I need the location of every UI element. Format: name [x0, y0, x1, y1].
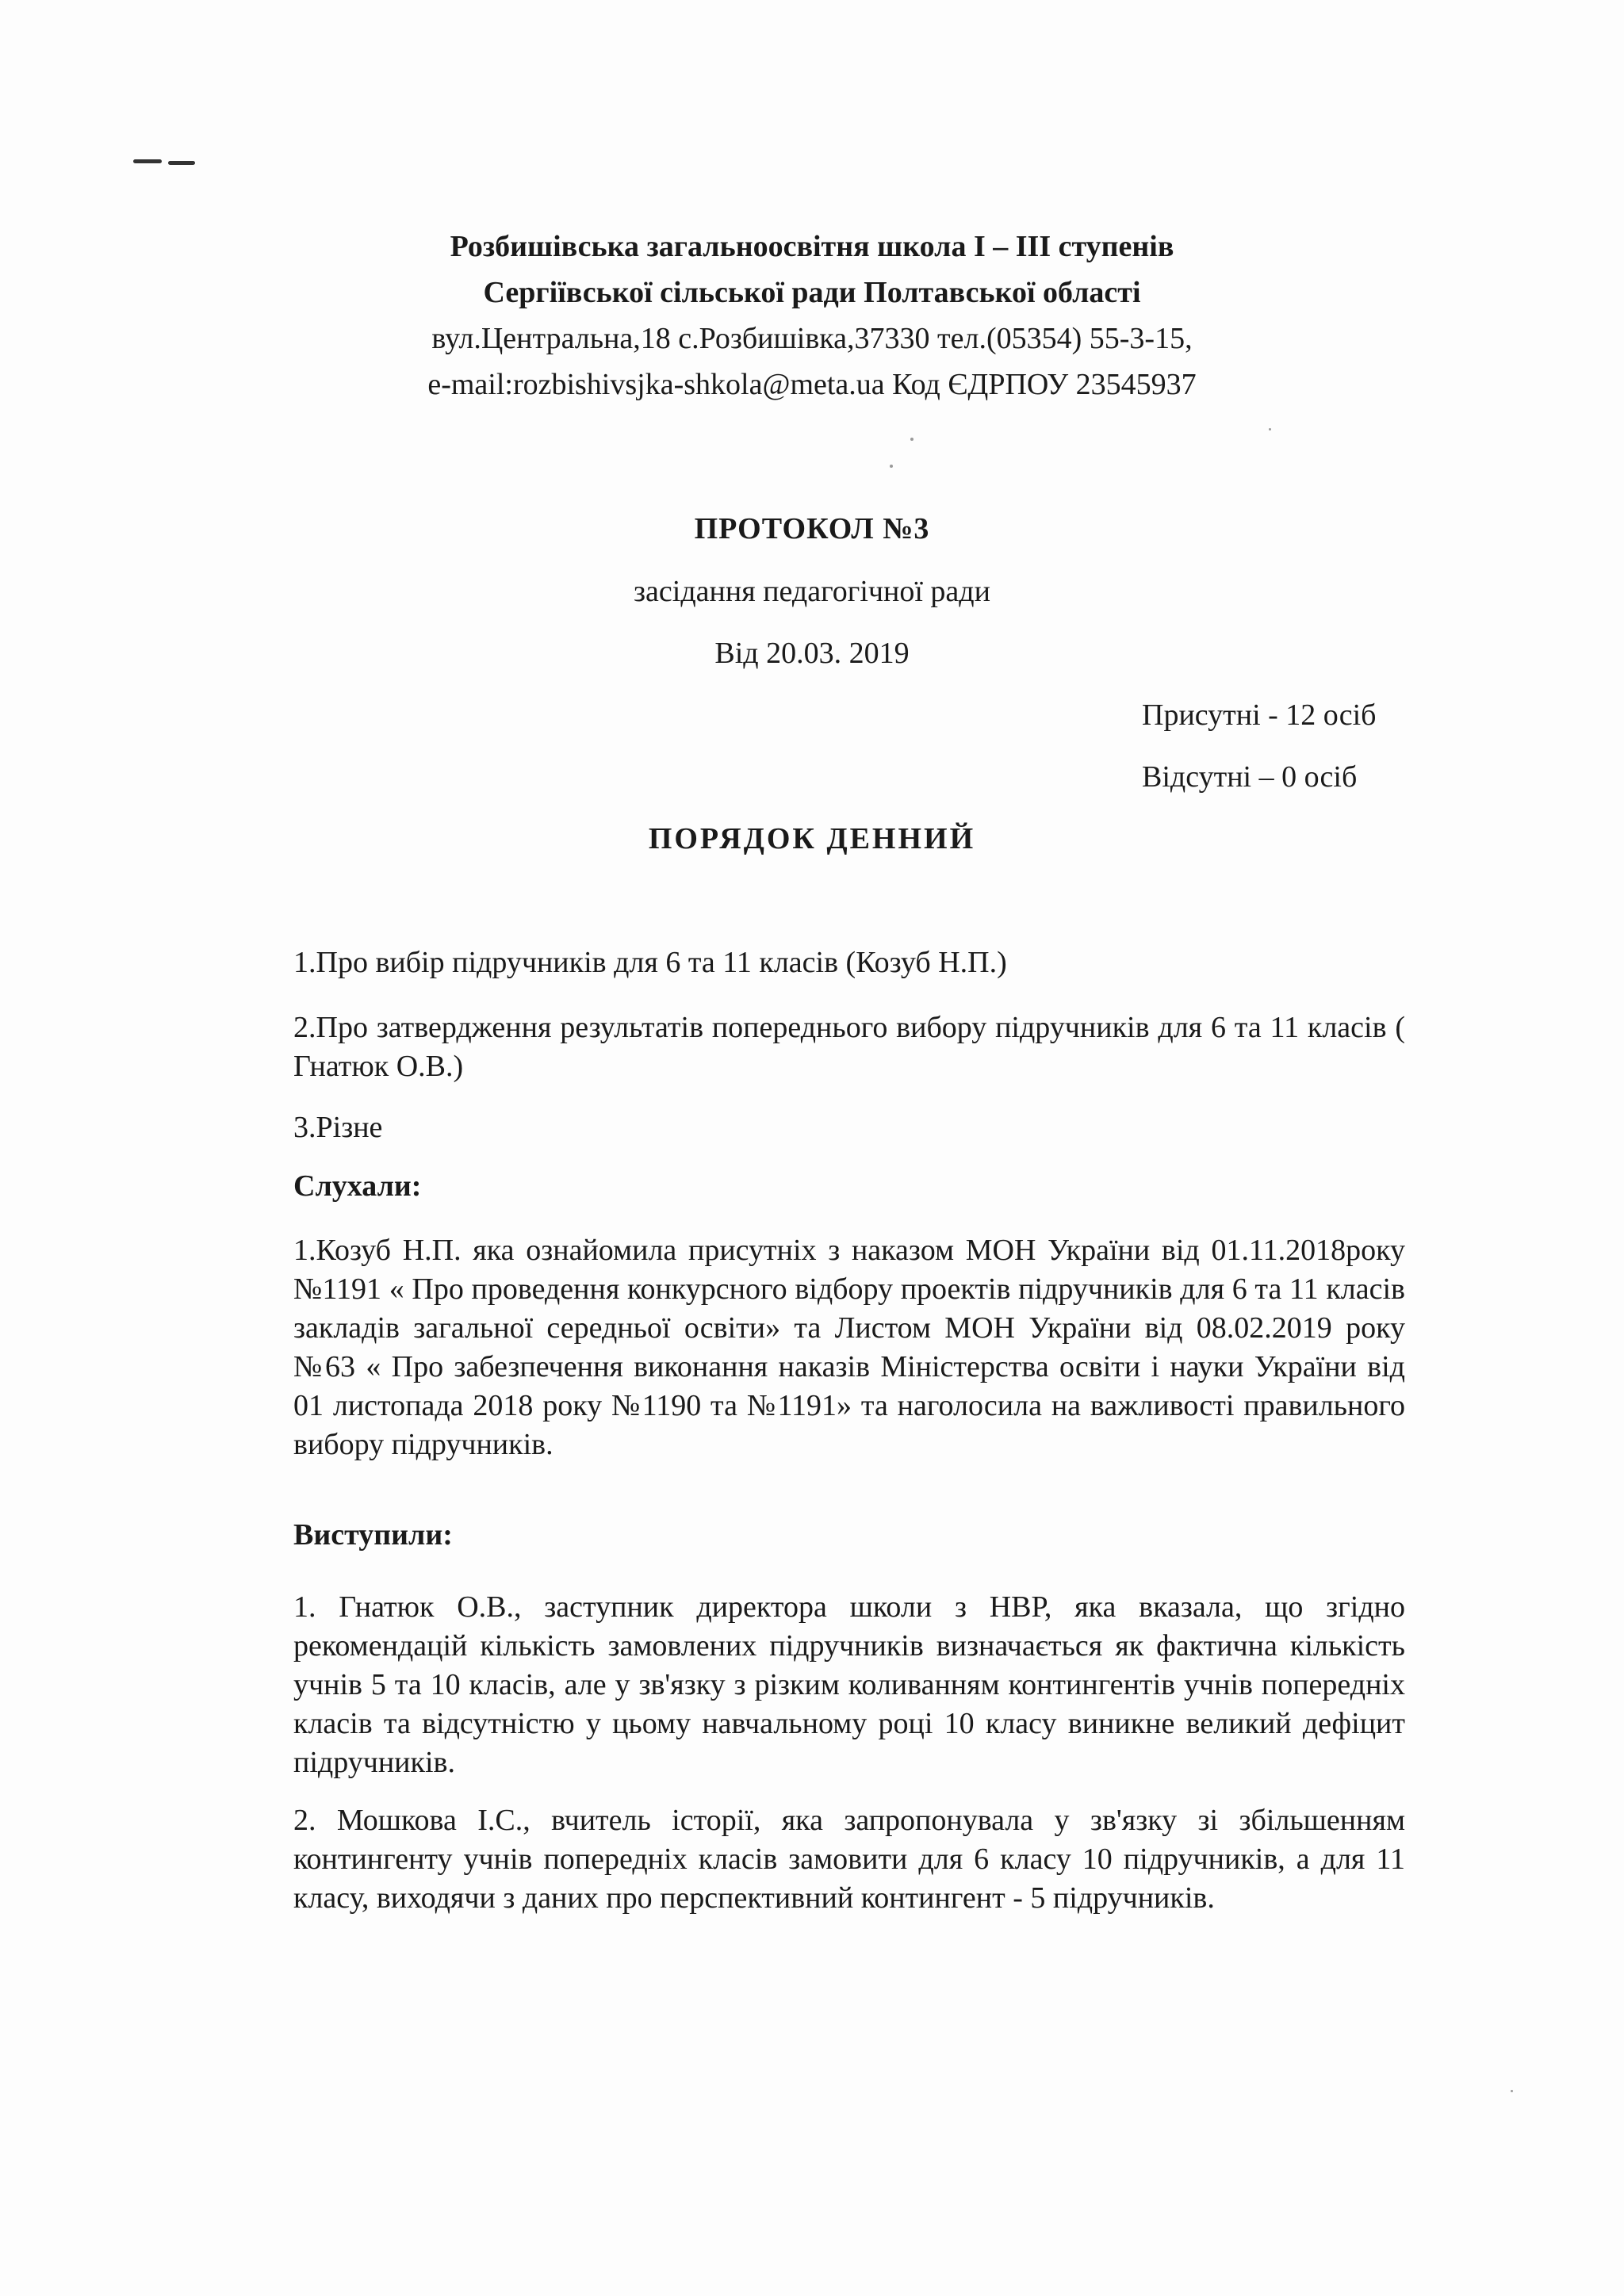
- agenda-item: 2.Про затвердження результатів попереднього вибору підручників для 6 та 11 класів ( Гнатюк О.В.): [293, 1011, 1405, 1083]
- agenda-heading: ПОРЯДОК ДЕННИЙ: [648, 822, 976, 855]
- scan-speck: [1269, 428, 1271, 430]
- school-header: [0, 224, 1624, 408]
- agenda-item: 3.Різне: [293, 1111, 383, 1144]
- attendance-present: Присутні - 12 осіб: [1142, 698, 1377, 732]
- school-name: Розбишівська загальноосвітня школа І – ІІІ ступенів: [450, 230, 1174, 263]
- protocol-subtitle: засідання педагогічної ради: [634, 575, 990, 608]
- council-name: Сергіївської сільської ради Полтавської області: [483, 276, 1141, 309]
- agenda-item: 1.Про вибір підручників для 6 та 11 класів (Козуб Н.П.): [293, 946, 1007, 979]
- protocol-title: ПРОТОКОЛ №3: [694, 512, 930, 545]
- school-contacts: e-mail:rozbishivsjka-shkola@meta.ua Код ЄДРПОУ 23545937: [427, 368, 1197, 401]
- attendance-absent: Відсутні – 0 осіб: [1142, 760, 1358, 794]
- scan-speck: [910, 438, 914, 441]
- school-address: вул.Центральна,18 с.Розбишівка,37330 тел.(05354) 55-3-15,: [431, 322, 1193, 355]
- spoke-heading: Виступили:: [293, 1518, 453, 1552]
- scan-speck: [1511, 2090, 1513, 2092]
- listened-text: 1.Козуб Н.П. яка ознайомила присутніх з наказом МОН України від 01.11.2018року №1191 « Про проведення конкурсного відбору проектів підручників для 6 та 11 класів закладів загальної середньої освіти» та Листом МОН України від 08.02.2019 року №63 « Про забезпечення виконання наказів Міністерства освіти і науки України від 01 листопада 2018 року №1190 та №1191» та наголосила на важливості правильного вибору підручників.: [293, 1234, 1405, 1461]
- listened-heading: Слухали:: [293, 1169, 422, 1203]
- spoke-item: 1. Гнатюк О.В., заступник директора школи з НВР, яка вказала, що згідно рекомендацій кількість замовлених підручників визначається як фактична кількість учнів 5 та 10 класів, але у зв'язку з різким коливанням контингентів учнів попередніх класів та відсутністю у цьому навчальному році 10 класу виникне великий дефіцит підручників.: [293, 1590, 1405, 1779]
- scan-mark: [133, 159, 195, 165]
- scan-speck: [890, 465, 893, 468]
- protocol-date: Від 20.03. 2019: [714, 637, 910, 670]
- spoke-item: 2. Мошкова І.С., вчитель історії, яка запропонувала у зв'язку зі збільшенням контингенту учнів попередніх класів замовити для 6 класу 10 підручників, а для 11 класу, виходячи з даних про перспективний контингент - 5 підручників.: [293, 1804, 1405, 1915]
